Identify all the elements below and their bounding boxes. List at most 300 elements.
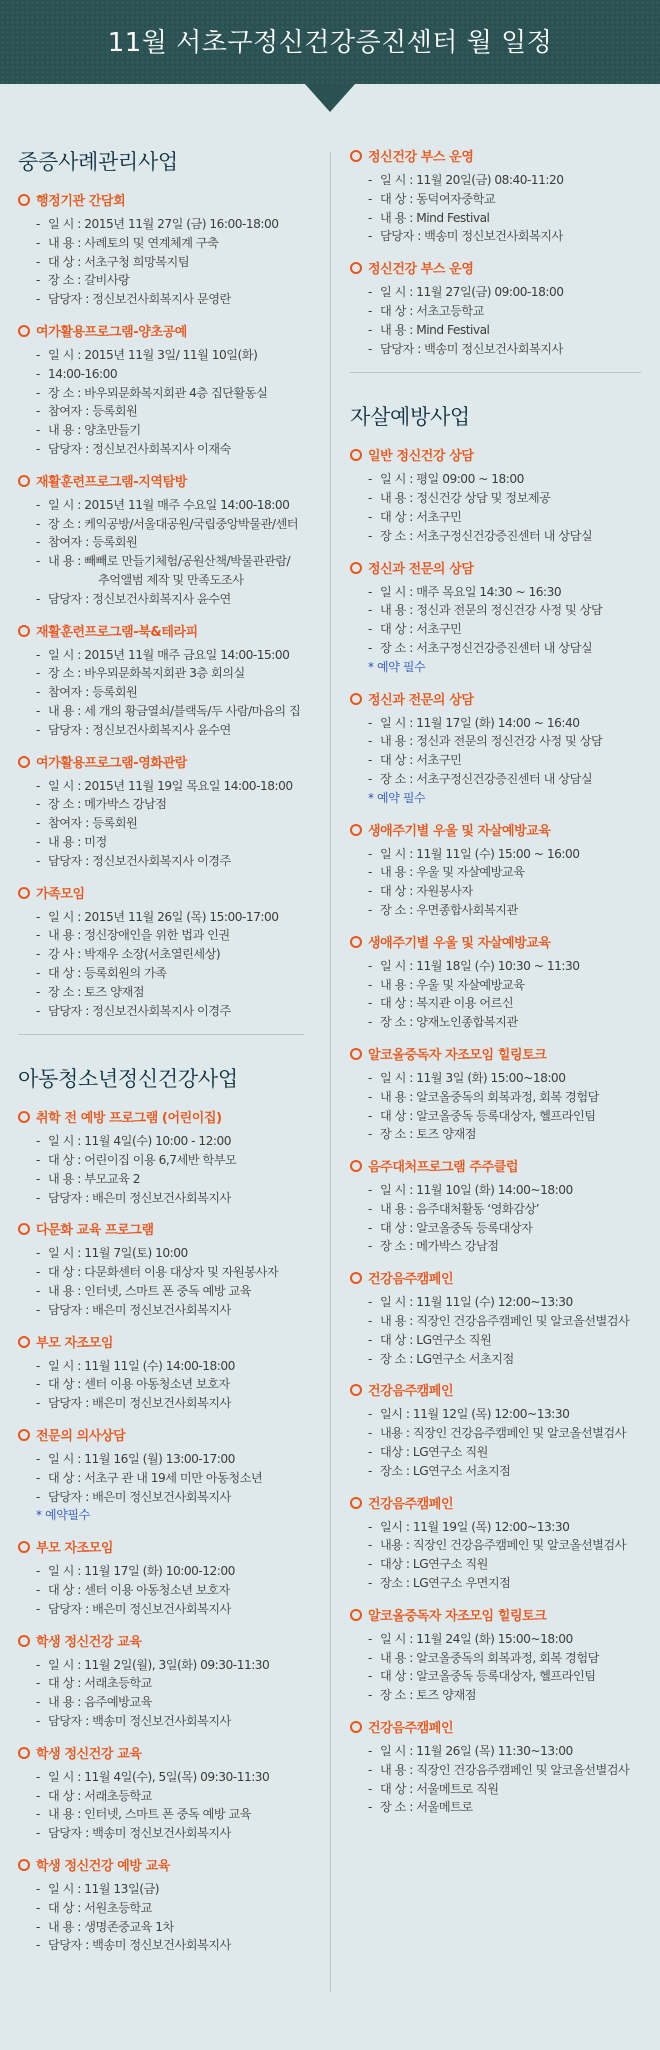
event-title-text: 가족모임 <box>36 886 85 902</box>
event-detail-text: 대 상 : 센터 이용 아동청소년 보호자 <box>48 1377 230 1392</box>
event-detail <box>18 234 308 253</box>
dash-mark: - <box>36 965 40 980</box>
event-title <box>18 323 308 343</box>
event-title-text: 생애주기별 우울 및 자살예방교육 <box>368 935 551 951</box>
page-header <box>0 0 660 84</box>
dash-mark: - <box>36 816 40 831</box>
circle-bullet-icon <box>18 475 30 487</box>
dash-mark: - <box>368 977 372 992</box>
event-detail-text: 일 시 : 11월 13일(금) <box>48 1882 159 1897</box>
event-detail <box>350 1293 645 1312</box>
dash-mark: - <box>368 1332 372 1347</box>
event-item <box>18 1539 308 1618</box>
event-detail <box>350 1780 645 1799</box>
event-title <box>18 1109 308 1129</box>
event-detail <box>18 1282 308 1301</box>
dash-mark: - <box>368 865 372 880</box>
dash-mark: - <box>368 472 372 487</box>
event-detail <box>18 795 308 814</box>
event-detail-text: 담당자 : 백송미 정신보건사회복지사 <box>48 1714 231 1729</box>
dash-mark: - <box>368 1669 372 1684</box>
event-detail <box>18 496 308 515</box>
event-detail-text: 일 시 : 11월 11일 (수) 15:00 ~ 16:00 <box>380 846 580 861</box>
dash-mark: - <box>368 1463 372 1478</box>
event-detail-text: 일 시 : 11월 10일 (화) 14:00~18:00 <box>380 1183 573 1198</box>
event-title-text: 건강음주캠페인 <box>368 1272 454 1288</box>
event-title <box>350 1270 645 1290</box>
left-column <box>18 148 308 1969</box>
event-title-text: 정신과 전문의 상담 <box>368 692 474 708</box>
event-detail <box>18 777 308 796</box>
event-title-text: 정신건강 부스 운영 <box>368 262 474 278</box>
event-title-text: 학생 정신건강 예방 교육 <box>36 1859 170 1875</box>
event-item <box>350 691 645 808</box>
dash-mark: - <box>36 385 40 400</box>
dash-mark: - <box>368 341 372 356</box>
event-detail <box>18 346 308 365</box>
dash-mark: - <box>36 497 40 512</box>
event-item <box>350 560 645 677</box>
event-title <box>350 822 645 842</box>
event-detail-text: 14:00-16:00 <box>48 366 118 381</box>
dash-mark: - <box>36 1153 40 1168</box>
event-detail <box>350 1069 645 1088</box>
event-title-text: 알코올중독자 자조모임 힐링토크 <box>368 1047 547 1063</box>
event-detail <box>18 646 308 665</box>
event-detail-text: 대상 : LG연구소 직원 <box>380 1445 488 1460</box>
event-detail <box>18 515 308 534</box>
event-detail <box>350 1667 645 1686</box>
section-divider <box>18 1034 304 1035</box>
event-detail <box>350 751 645 770</box>
event-detail-text: 담당자 : 정신보건사회복지사 윤수연 <box>48 722 231 737</box>
event-title <box>18 1857 308 1877</box>
event-detail-text: 내 용 : 미정 <box>48 834 107 849</box>
event-item <box>350 1607 645 1705</box>
event-detail-text: 대 상 : 센터 이용 아동청소년 보호자 <box>48 1583 230 1598</box>
event-detail-text: 내 용 : 양초만들기 <box>48 423 141 438</box>
event-detail-text: 일 시 : 2015년 11월 매주 수요일 14:00-18:00 <box>48 497 290 512</box>
dash-mark: - <box>36 1246 40 1261</box>
event-detail-text: 담당자 : 정신보건사회복지사 문영란 <box>48 292 231 307</box>
event-detail <box>350 1462 645 1481</box>
event-detail <box>18 1189 308 1208</box>
dash-mark: - <box>36 853 40 868</box>
event-detail <box>350 527 645 546</box>
event-detail <box>18 253 308 272</box>
event-detail <box>350 340 645 359</box>
event-title <box>350 260 645 280</box>
event-item <box>350 1158 645 1256</box>
circle-bullet-icon <box>18 1223 30 1235</box>
event-detail <box>18 1600 308 1619</box>
dash-mark: - <box>36 1807 40 1822</box>
event-detail-text: 내 용 : 부모교육 2 <box>48 1171 140 1186</box>
event-detail <box>18 533 308 552</box>
column-divider <box>330 152 331 1992</box>
event-item <box>350 1495 645 1593</box>
event-detail <box>350 1761 645 1780</box>
event-detail <box>18 1375 308 1394</box>
event-detail-text: 장소 : LG연구소 우면지점 <box>380 1576 511 1591</box>
event-detail <box>18 814 308 833</box>
event-detail <box>18 1450 308 1469</box>
dash-mark: - <box>36 909 40 924</box>
circle-bullet-icon <box>18 756 30 768</box>
event-item <box>18 1221 308 1319</box>
event-title <box>350 691 645 711</box>
event-detail-text: 참여자 : 등록회원 <box>48 404 138 419</box>
event-detail-text: 대 상 : 서초구청 희망복지팀 <box>48 254 190 269</box>
dash-mark: - <box>36 1190 40 1205</box>
event-detail <box>350 1630 645 1649</box>
event-detail-text: 담당자 : 백송미 정신보건사회복지사 <box>48 1938 231 1953</box>
event-title-text: 정신과 전문의 상담 <box>368 561 474 577</box>
circle-bullet-icon <box>18 1859 30 1871</box>
event-detail-text: 내 용 : Mind Festival <box>380 322 490 337</box>
dash-mark: - <box>36 1601 40 1616</box>
dash-mark: - <box>36 591 40 606</box>
circle-bullet-icon <box>18 1747 30 1759</box>
circle-bullet-icon <box>350 1384 362 1396</box>
event-detail <box>18 1712 308 1731</box>
event-detail <box>350 1574 645 1593</box>
right-column <box>350 148 645 1831</box>
circle-bullet-icon <box>18 325 30 337</box>
event-detail <box>350 1125 645 1144</box>
event-detail-text: 대 상 : 서울메트로 직원 <box>380 1781 499 1796</box>
reservation-note: * 예약 필수 <box>368 659 426 674</box>
event-detail-text: 장 소 : 케익공방/서울대공원/국립중앙박물관/센터 <box>48 516 299 531</box>
event-item <box>350 447 645 545</box>
circle-bullet-icon <box>350 262 362 274</box>
event-detail-text: 대 상 : 알코올중독 등록대상자 <box>380 1220 533 1235</box>
event-title-text: 재활훈련프로그램-북&테라피 <box>36 624 198 640</box>
circle-bullet-icon <box>350 824 362 836</box>
event-detail <box>350 901 645 920</box>
event-detail <box>18 852 308 871</box>
event-item <box>350 822 645 920</box>
event-detail-text: 내 용 : 생명존중교육 1차 <box>48 1919 174 1934</box>
dash-mark: - <box>368 1538 372 1553</box>
dash-mark: - <box>36 1714 40 1729</box>
dash-mark: - <box>368 173 372 187</box>
circle-bullet-icon <box>18 1541 30 1553</box>
event-item <box>18 192 308 309</box>
event-detail-text: 대 상 : 서초구민 <box>380 509 462 524</box>
event-detail-text: 일 시 : 11월 3일 (화) 15:00~18:00 <box>380 1070 566 1085</box>
dash-mark: - <box>368 1201 372 1216</box>
event-detail <box>350 976 645 995</box>
event-title-text: 정신건강 부스 운영 <box>368 150 474 165</box>
event-detail <box>18 1693 308 1712</box>
dash-mark: - <box>36 703 40 718</box>
dash-mark: - <box>368 715 372 730</box>
event-detail-text: 내 용 : Mind Festival <box>380 210 490 225</box>
dash-mark: - <box>368 285 372 300</box>
event-detail <box>350 583 645 602</box>
event-detail <box>18 964 308 983</box>
event-detail <box>350 1798 645 1817</box>
dash-mark: - <box>36 404 40 419</box>
dash-mark: - <box>368 509 372 524</box>
dash-mark: - <box>36 535 40 550</box>
dash-mark: - <box>368 1183 372 1198</box>
dash-mark: - <box>36 1769 40 1784</box>
dash-mark: - <box>36 1826 40 1841</box>
event-detail-text: 일 시 : 평일 09:00 ~ 18:00 <box>380 472 524 487</box>
event-title-text: 취학 전 예방 프로그램 (어린이집) <box>36 1111 222 1127</box>
event-detail-text: 대상 : LG연구소 직원 <box>380 1557 488 1572</box>
circle-bullet-icon <box>350 1609 362 1621</box>
dash-mark: - <box>36 666 40 681</box>
event-detail-text: 일 시 : 11월 11일 (수) 12:00~13:30 <box>380 1295 573 1310</box>
event-detail <box>18 1002 308 1021</box>
circle-bullet-icon <box>350 150 362 162</box>
section-divider <box>350 372 641 373</box>
event-detail <box>350 620 645 639</box>
event-detail-text: 장 소 : 서초구정신건강증진센터 내 상담실 <box>380 771 593 786</box>
event-detail <box>350 882 645 901</box>
header-pointer <box>305 84 355 112</box>
dash-mark: - <box>368 303 372 318</box>
dash-mark: - <box>368 191 372 206</box>
event-detail <box>18 1170 308 1189</box>
event-detail <box>350 1350 645 1369</box>
event-detail <box>350 601 645 620</box>
event-detail-text: 대 상 : 서초구민 <box>380 622 462 637</box>
event-title <box>18 1334 308 1354</box>
event-title-text: 일반 정신건강 상담 <box>368 449 474 465</box>
event-detail <box>350 714 645 733</box>
dash-mark: - <box>36 1265 40 1280</box>
event-item <box>18 1427 308 1525</box>
event-title <box>18 1221 308 1241</box>
event-detail-text: 대 상 : 등록회원의 가족 <box>48 965 167 980</box>
dash-mark: - <box>368 846 372 861</box>
event-detail <box>18 1488 308 1507</box>
event-detail-text: 담당자 : 정신보건사회복지사 윤수연 <box>48 591 231 606</box>
dash-mark: - <box>36 1171 40 1186</box>
dash-mark: - <box>36 1358 40 1373</box>
dash-mark: - <box>36 1377 40 1392</box>
dash-mark: - <box>36 554 40 569</box>
event-detail <box>350 227 645 246</box>
event-detail <box>18 271 308 290</box>
section-title: 중증사례관리사업 <box>18 150 178 174</box>
page-title: 11월 서초구정신건강증진센터 월 일정 <box>107 28 553 58</box>
event-detail-text: 내 용 : 정신장애인을 위한 법과 인권 <box>48 928 230 943</box>
event-detail <box>350 1088 645 1107</box>
event-detail <box>350 845 645 864</box>
event-title <box>350 560 645 580</box>
event-detail-text: 일 시 : 11월 7일(토) 10:00 <box>48 1246 188 1261</box>
circle-bullet-icon <box>350 1497 362 1509</box>
event-detail-text: 대 상 : 어린이집 이용 6,7세반 학부모 <box>48 1153 237 1168</box>
event-detail-text: 담당자 : 정신보건사회복지사 이경주 <box>48 1003 231 1018</box>
dash-mark: - <box>36 685 40 700</box>
dash-mark: - <box>368 1407 372 1422</box>
event-detail <box>350 1649 645 1668</box>
event-detail-text: 내 용 : 알코올중독의 회복과정, 회복 경험담 <box>380 1650 599 1665</box>
event-item <box>18 473 308 609</box>
event-title-text: 부모 자조모임 <box>36 1541 114 1557</box>
dash-mark: - <box>368 1519 372 1534</box>
event-detail <box>18 833 308 852</box>
event-detail <box>18 1132 308 1151</box>
event-item <box>350 1046 645 1144</box>
circle-bullet-icon <box>350 1272 362 1284</box>
dash-mark: - <box>36 1657 40 1672</box>
dash-mark: - <box>368 584 372 599</box>
event-detail-text: 일 시 : 11월 11일 (수) 14:00-18:00 <box>48 1358 235 1373</box>
event-title-text: 학생 정신건강 교육 <box>36 1746 142 1762</box>
dash-mark: - <box>36 834 40 849</box>
event-detail-text: 장 소 : 바우뫼문화복지회관 4층 집단활동실 <box>48 385 268 400</box>
event-detail-text: 내 용 : 음주대처활동 ‘영화감상’ <box>380 1201 540 1216</box>
event-item <box>18 754 308 871</box>
event-detail <box>18 552 308 571</box>
dash-mark: - <box>36 254 40 269</box>
event-detail <box>18 1301 308 1320</box>
event-detail-text: 일시 : 11월 19일 (목) 12:00~13:30 <box>380 1519 570 1534</box>
dash-mark: - <box>368 734 372 749</box>
event-detail <box>18 1357 308 1376</box>
event-detail <box>18 983 308 1002</box>
event-detail-text: 담당자 : 배은미 정신보건사회복지사 <box>48 1302 231 1317</box>
dash-mark: - <box>36 441 40 456</box>
event-detail <box>18 1394 308 1413</box>
event-detail-text: 장 소 : LG연구소 서초지점 <box>380 1351 514 1366</box>
event-detail-text: 내 용 : 정신과 전문의 정신건강 사정 및 상담 <box>380 734 603 749</box>
dash-mark: - <box>36 1134 40 1149</box>
event-detail-text: 장 소 : 메가박스 강남점 <box>48 797 167 812</box>
section-title: 자살예방사업 <box>350 405 470 430</box>
dash-mark: - <box>368 1631 372 1646</box>
event-detail-text: 일 시 : 11월 4일(수) 10:00 - 12:00 <box>48 1134 232 1149</box>
event-detail-text: 내 용 : 인터넷, 스마트 폰 중독 예방 교육 <box>48 1807 252 1822</box>
event-detail <box>350 1107 645 1126</box>
circle-bullet-icon <box>350 562 362 574</box>
dash-mark: - <box>368 322 372 337</box>
event-detail-text: 일 시 : 2015년 11월 26일 (목) 15:00-17:00 <box>48 909 279 924</box>
event-detail <box>18 702 308 721</box>
event-detail <box>350 732 645 751</box>
dash-mark: - <box>36 1452 40 1467</box>
event-detail-text: 대 상 : 복지관 이용 어르신 <box>380 996 514 1011</box>
dash-mark: - <box>36 1302 40 1317</box>
event-detail-text: 대 상 : 자원봉사자 <box>380 884 473 899</box>
event-detail-text: 내 용 : 빼빼로 만들기체험/공원산책/박물관관람/ <box>48 554 291 569</box>
dash-mark: - <box>368 1070 372 1085</box>
event-detail-text: 내 용 : 사례토의 및 연계체계 구축 <box>48 235 219 250</box>
event-detail <box>18 1805 308 1824</box>
event-detail-text: 내 용 : 정신건강 상담 및 정보제공 <box>380 491 551 506</box>
dash-mark: - <box>368 491 372 506</box>
dash-mark: - <box>36 273 40 288</box>
dash-mark: - <box>368 528 372 543</box>
dash-mark: - <box>368 1015 372 1030</box>
dash-mark: - <box>36 1489 40 1504</box>
event-item <box>350 934 645 1032</box>
circle-bullet-icon <box>350 936 362 948</box>
event-detail <box>350 1686 645 1705</box>
dash-mark: - <box>368 1650 372 1665</box>
event-detail-text: 내 용 : 우울 및 자살예방교육 <box>380 977 525 992</box>
event-detail <box>18 421 308 440</box>
circle-bullet-icon <box>350 449 362 461</box>
event-detail-text: 내용 : 직장인 건강음주캠페인 및 알코올선별검사 <box>380 1426 626 1441</box>
event-detail <box>18 721 308 740</box>
circle-bullet-icon <box>350 1721 362 1733</box>
event-detail-text: 대 상 : 서초구 관 내 19세 미만 아동청소년 <box>48 1470 263 1485</box>
dash-mark: - <box>368 1576 372 1591</box>
event-item <box>18 885 308 1021</box>
event-detail-text: 일 시 : 2015년 11월 19일 목요일 14:00-18:00 <box>48 778 293 793</box>
event-detail-text: 내 용 : 직장인 건강음주캠페인 및 알코올선별검사 <box>380 1314 630 1329</box>
event-item <box>18 1745 308 1843</box>
event-title-text: 행정기관 간담회 <box>36 194 126 209</box>
event-title <box>350 1607 645 1627</box>
dash-mark: - <box>368 902 372 917</box>
dash-mark: - <box>36 797 40 812</box>
event-detail <box>18 571 308 590</box>
dash-mark: - <box>368 958 372 973</box>
circle-bullet-icon <box>18 194 30 206</box>
event-detail-text: 내 용 : 음주예방교육 <box>48 1695 152 1710</box>
event-detail-text: 담당자 : 배은미 정신보건사회복지사 <box>48 1396 231 1411</box>
event-detail <box>18 365 308 384</box>
dash-mark: - <box>368 1781 372 1796</box>
event-title <box>18 1633 308 1653</box>
event-detail-text: 대 상 : 알코올중독 등록대상자, 헬프라인팀 <box>380 1108 596 1123</box>
event-detail-text: 내 용 : 우울 및 자살예방교육 <box>380 865 525 880</box>
event-detail <box>18 1674 308 1693</box>
event-detail-text: 장 소 : 바우뫼문화복지회관 3층 회의실 <box>48 666 245 681</box>
dash-mark: - <box>368 884 372 899</box>
event-detail <box>350 770 645 789</box>
event-detail <box>18 945 308 964</box>
event-detail-text: 일 시 : 2015년 11월 매주 금요일 14:00-15:00 <box>48 647 290 662</box>
event-detail-text: 대 상 : 서초구민 <box>380 753 462 768</box>
dash-mark: - <box>36 1788 40 1803</box>
event-detail <box>18 1656 308 1675</box>
event-detail-text: 일 시 : 11월 24일 (화) 15:00~18:00 <box>380 1631 573 1646</box>
dash-mark: - <box>368 229 372 244</box>
event-item <box>18 623 308 740</box>
event-detail <box>18 590 308 609</box>
dash-mark: - <box>36 1396 40 1411</box>
event-detail-text: 담당자 : 백송미 정신보건사회복지사 <box>380 341 563 356</box>
circle-bullet-icon <box>18 1111 30 1123</box>
event-item <box>18 1109 308 1207</box>
event-title <box>350 1495 645 1515</box>
event-detail <box>350 1219 645 1238</box>
event-detail <box>18 1824 308 1843</box>
event-detail <box>350 508 645 527</box>
event-title <box>18 192 308 212</box>
event-title-text: 건강음주캠페인 <box>368 1496 454 1512</box>
dash-mark: - <box>368 1220 372 1235</box>
event-detail <box>350 190 645 209</box>
event-detail <box>18 1787 308 1806</box>
event-detail-text: 장 소 : 토즈 양재점 <box>380 1127 477 1142</box>
event-title-text: 생애주기별 우울 및 자살예방교육 <box>368 823 551 839</box>
event-detail <box>18 290 308 309</box>
event-detail-text: 대 상 : LG연구소 직원 <box>380 1332 492 1347</box>
event-detail-text: 일 시 : 11월 27일(금) 09:00-18:00 <box>380 285 564 300</box>
event-detail <box>350 1424 645 1443</box>
